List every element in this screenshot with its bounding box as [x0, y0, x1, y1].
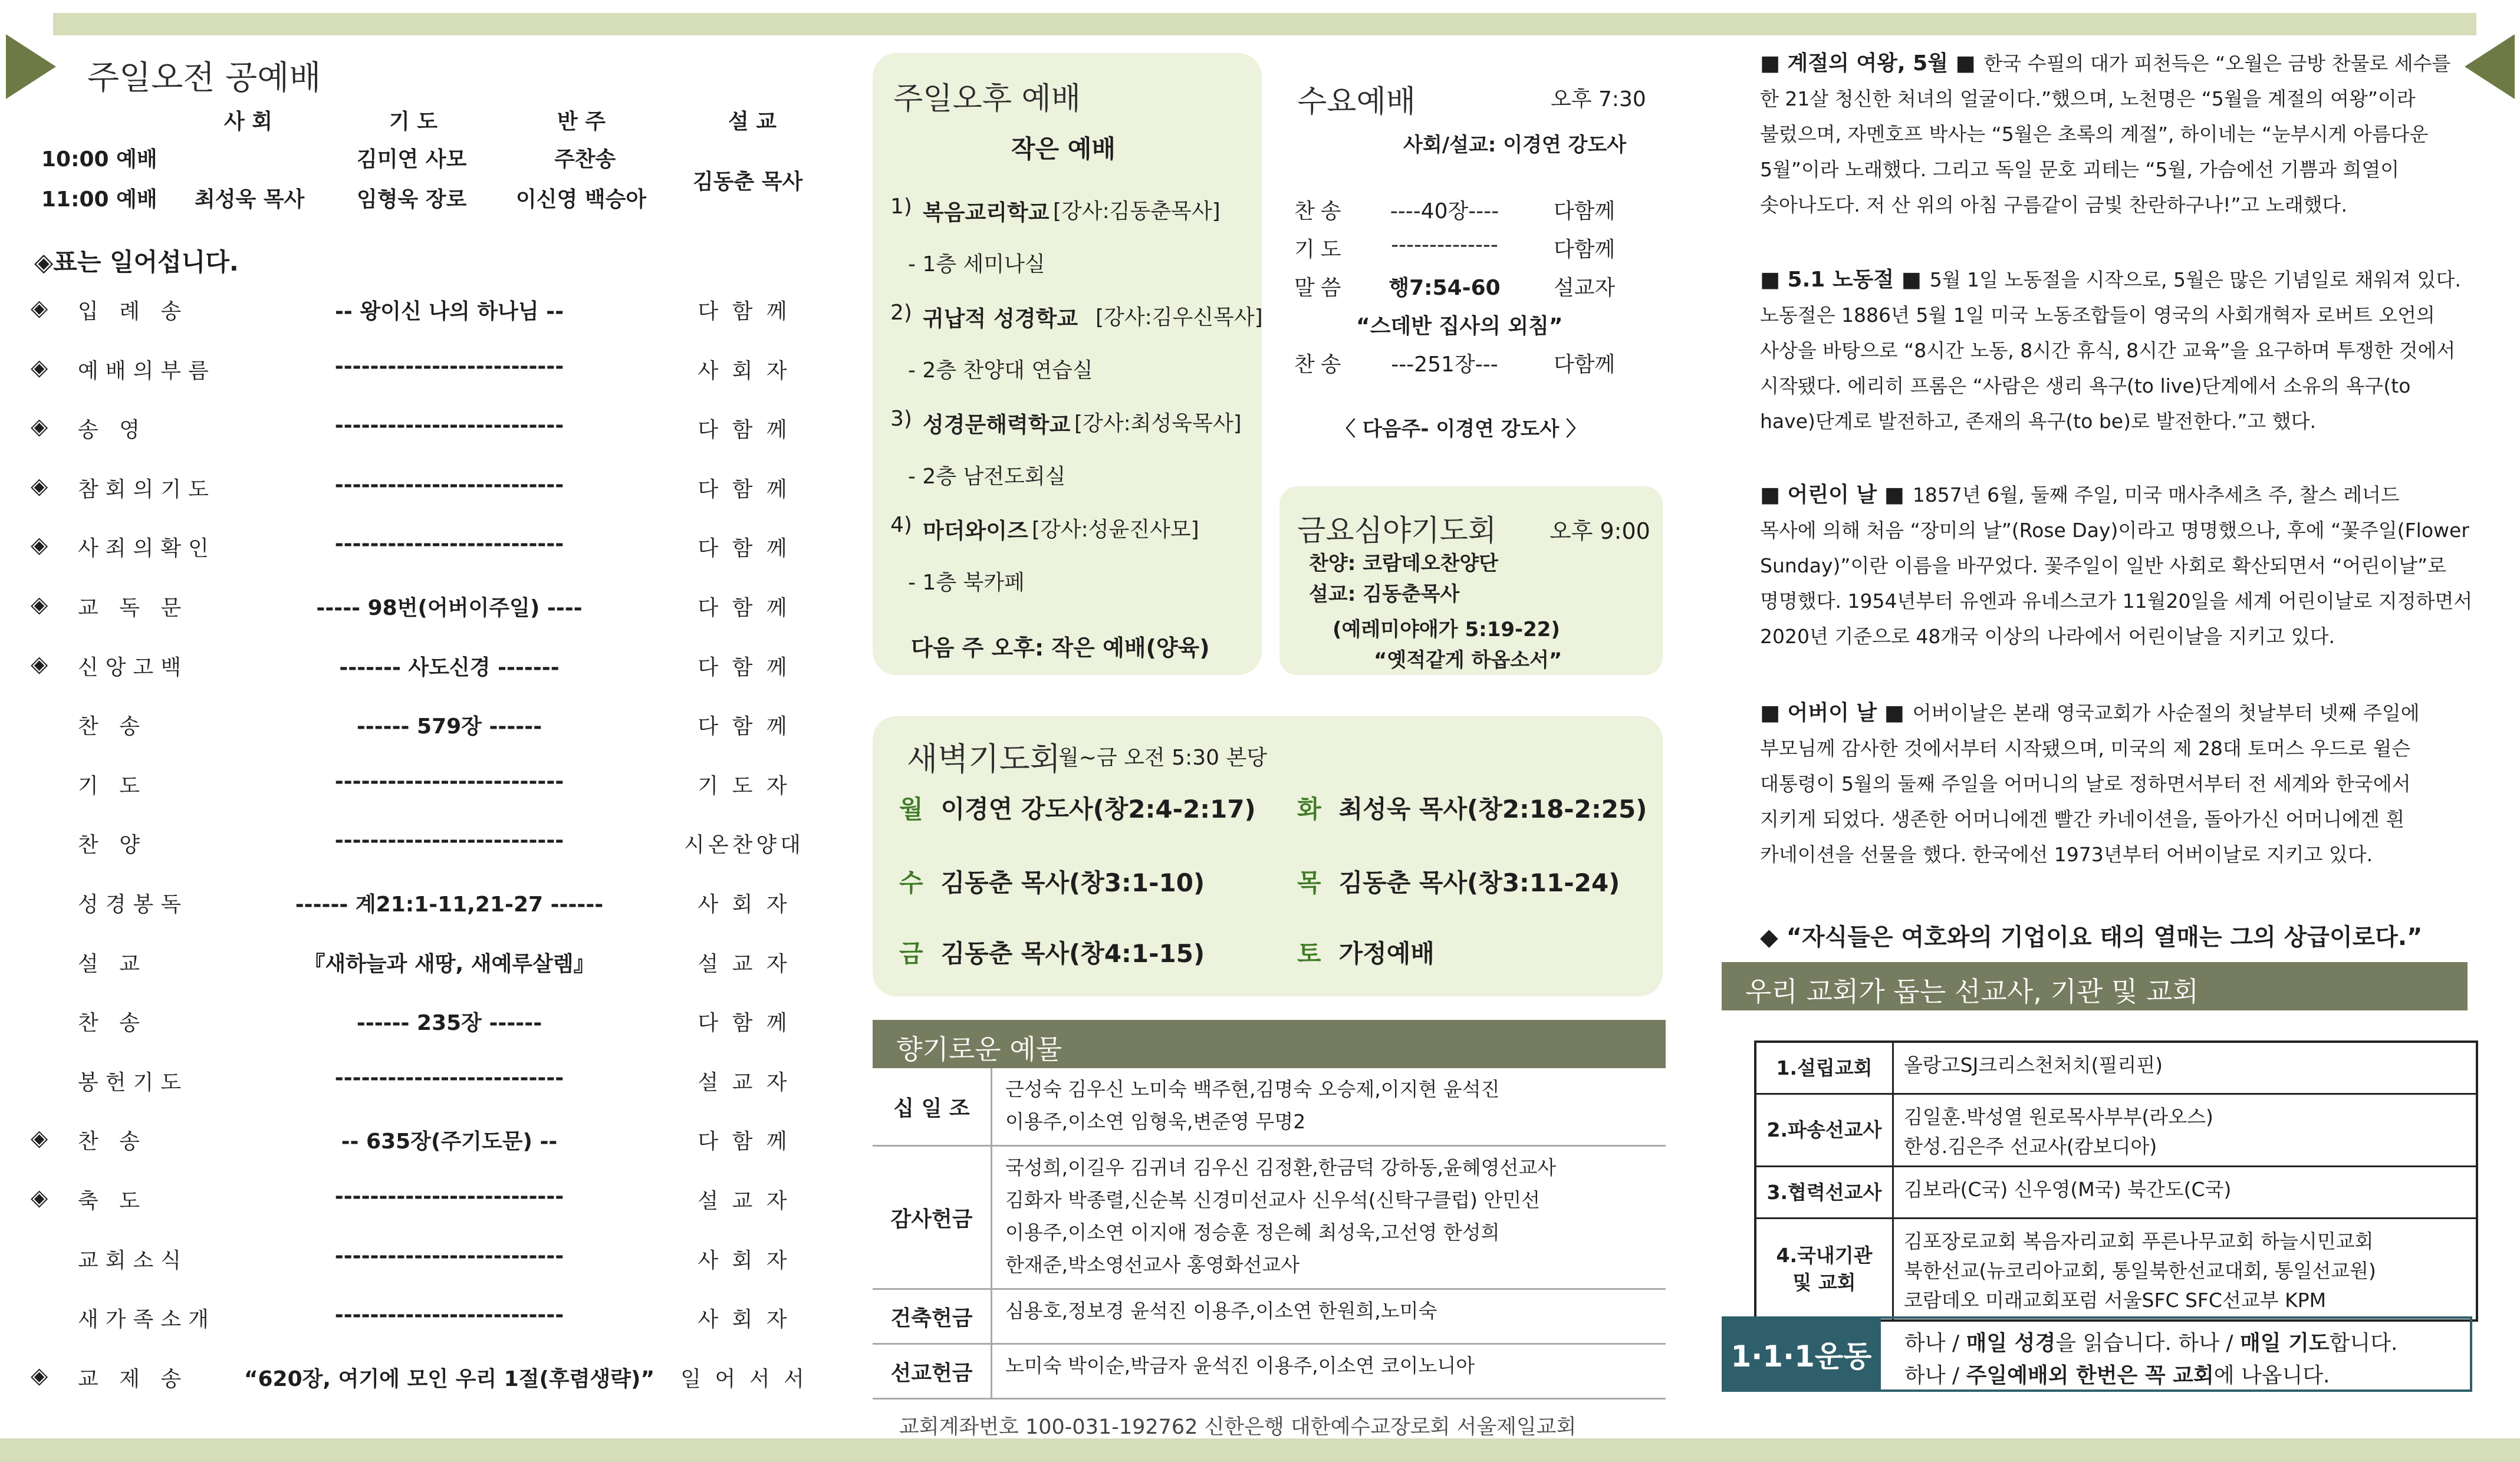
movement-badge — [1722, 1316, 1881, 1392]
dawn-day-text: 최성욱 목사(창2:18-2:25) — [1338, 795, 1647, 824]
item-room: - 2층 찬양대 연습실 — [908, 358, 1093, 383]
wed-row — [1294, 348, 1648, 386]
article-line — [1760, 513, 2473, 548]
friday-line2: 설교: 김동춘목사 — [1309, 582, 1460, 606]
order-content: -------------------------- — [334, 1303, 564, 1328]
order-marker: ◈ — [31, 413, 48, 440]
order-content: ------ 579장 ------ — [356, 714, 542, 739]
afternoon-title: 주일오후 예배 — [893, 81, 1081, 117]
article-line — [1760, 46, 2473, 81]
order-row — [31, 532, 827, 591]
friday-line1: 찬양: 코람데오찬양단 — [1309, 552, 1499, 575]
article-heading: ■ 어버이 날 ■ — [1760, 701, 1904, 725]
worship-order-list — [31, 295, 827, 1421]
order-row — [31, 1303, 827, 1362]
order-content: ------- 사도신경 ------- — [339, 655, 560, 680]
dawn-title: 새벽기도회 — [907, 740, 1061, 778]
mission-line: 김보라(C국) 신우영(M국) 북간도(C국) — [1904, 1178, 2232, 1201]
article-text: 한 21살 청신한 처녀의 얼굴이다.”했으며, 노천명은 “5월을 계절의 여왕”이라 — [1760, 87, 2416, 110]
dawn-sub: 월~금 오전 5:30 본당 — [1058, 746, 1267, 770]
order-name: 교회소식 — [78, 1248, 189, 1273]
order-content: -------------------------- — [334, 1243, 564, 1268]
item-name: 마더와이즈 — [923, 518, 1028, 544]
order-who: 설 교 자 — [698, 1188, 791, 1213]
wed-row — [1294, 233, 1648, 271]
mission-row — [1756, 1167, 2476, 1219]
time-11-label: 11:00 예배 — [41, 187, 157, 212]
order-row — [31, 473, 827, 532]
article-text: 어버이날은 본래 영국교회가 사순절의 첫날부터 넷째 주일에 — [1912, 702, 2420, 725]
article-heading: ■ 계절의 여왕, 5월 ■ — [1760, 51, 1976, 75]
movement-l1c: 을 읽습니다. 하나 / — [2055, 1331, 2240, 1355]
standing-note: ◈표는 일어섭니다. — [34, 248, 239, 276]
order-who: 다 함 께 — [698, 595, 791, 620]
mission-line: 한성.김은주 선교사(캄보디아) — [1904, 1135, 2157, 1158]
wednesday-leader: 사회/설교: 이경연 강도사 — [1403, 133, 1627, 157]
header-saho: 사 회 — [224, 110, 273, 134]
top-border-bar — [53, 13, 2476, 35]
order-row — [31, 1362, 827, 1422]
item-number: 4) — [890, 513, 912, 537]
article-p1 — [1760, 46, 2473, 223]
saho-11: 최성욱 목사 — [195, 187, 305, 212]
order-who: 다 함 께 — [698, 1011, 791, 1036]
order-row — [31, 769, 827, 829]
mission-line: 김포장로교회 복음자리교회 푸른나무교회 하늘시민교회 — [1904, 1230, 2374, 1253]
dawn-day-label: 화 — [1297, 795, 1321, 824]
dawn-day-label: 토 — [1297, 939, 1321, 968]
article-text: 대통령이 5월의 둘째 주일을 어머니의 날로 정하면서부터 전 세계와 한국에서 — [1760, 772, 2411, 795]
wed-row — [1294, 271, 1648, 309]
wednesday-order — [1294, 195, 1648, 386]
item-room: - 1층 북카페 — [908, 571, 1025, 595]
order-name: 새가족소개 — [78, 1308, 216, 1332]
order-who: 사 회 자 — [698, 1308, 791, 1332]
mission-label: 4.국내기관 및 교회 — [1756, 1219, 1894, 1319]
article-p2 — [1760, 262, 2473, 439]
movement-l2c: 에 나옵니다. — [2213, 1364, 2330, 1388]
order-content: -------------------------- — [334, 472, 564, 497]
offering-row — [873, 1068, 1666, 1147]
wed-mid: 행7:54-60 — [1389, 276, 1501, 300]
order-content: -- 635장(주기도문) -- — [341, 1130, 558, 1154]
mission-row — [1756, 1043, 2476, 1095]
order-row — [31, 1184, 827, 1244]
offering-table — [873, 1068, 1666, 1400]
wed-mid: -------------- — [1391, 233, 1498, 257]
dawn-day-text: 가정예배 — [1338, 939, 1435, 968]
order-who: 시온찬양대 — [684, 833, 804, 858]
item-number: 1) — [890, 195, 912, 219]
order-marker: ◈ — [31, 354, 48, 380]
order-name: 예배의부름 — [78, 358, 216, 383]
movement-line2 — [1904, 1359, 2330, 1389]
banju-10: 주찬송 — [554, 147, 616, 172]
order-content: ------ 235장 ------ — [356, 1011, 542, 1036]
wed-mid: ---251장--- — [1391, 353, 1498, 377]
movement-l2b: 주일예배외 한번은 꼭 교회 — [1966, 1364, 2214, 1388]
order-content: -------------------------- — [334, 769, 564, 793]
article-line — [1760, 404, 2473, 439]
order-marker: ◈ — [31, 472, 48, 499]
order-row — [31, 295, 827, 354]
article-text: 솟아나도다. 저 산 위의 아침 구름같이 금빛 찬란하구나!”고 노래했다. — [1760, 193, 2347, 216]
order-content: 『새하늘과 새땅, 새예루살렘』 — [304, 951, 595, 976]
article-line — [1760, 731, 2473, 766]
wed-who: 다함께 — [1554, 238, 1616, 262]
order-row — [31, 828, 827, 888]
movement-l1a: 하나 / — [1904, 1331, 1966, 1355]
article-text: Sunday)”이란 이름을 바꾸었다. 꽃주일이 일반 사회로 확산되면서 “어린이날”로 — [1760, 554, 2447, 577]
article-text: 목사에 의해 처음 “장미의 날”(Rose Day)이라고 명명했으나, 후에 “꽃주일(Flower — [1760, 519, 2469, 542]
order-name: 기 도 — [78, 773, 147, 798]
article-text: 사상을 바탕으로 “8시간 노동, 8시간 휴식, 8시간 교육”을 요구하며 투쟁한 것에서 — [1760, 339, 2456, 362]
order-who: 다 함 께 — [698, 477, 791, 502]
dawn-day-label: 월 — [899, 795, 923, 824]
mission-row — [1756, 1095, 2476, 1167]
order-row — [31, 651, 827, 710]
order-who: 사 회 자 — [698, 1248, 791, 1273]
order-content: “620장, 여기에 모인 우리 1절(후렴생략)” — [244, 1366, 655, 1391]
order-name: 교 제 송 — [78, 1366, 189, 1391]
dawn-day-text: 이경연 강도사(창2:4-2:17) — [940, 795, 1256, 824]
order-name: 찬 송 — [78, 1130, 147, 1154]
order-row — [31, 1244, 827, 1303]
order-who: 다 함 께 — [698, 1130, 791, 1154]
gido-11: 임형욱 장로 — [357, 187, 467, 212]
article-line — [1760, 117, 2473, 152]
gido-10: 김미연 사모 — [357, 147, 467, 172]
article-heading: ■ 5.1 노동절 ■ — [1760, 268, 1922, 292]
article-text: 카네이션을 선물을 했다. 한국에선 1973년부터 어버이날로 지키고 있다. — [1760, 843, 2373, 866]
order-content: -------------------------- — [334, 413, 564, 438]
article-line — [1760, 81, 2473, 117]
movement-badge-text: 1·1·1운동 — [1731, 1339, 1872, 1374]
order-who: 기 도 자 — [698, 773, 791, 798]
dawn-day — [899, 790, 1256, 825]
item-teacher: [강사:성윤진사모] — [1032, 518, 1199, 542]
order-content: ------ 계21:1-11,21-27 ------ — [295, 892, 604, 917]
order-name: 찬 양 — [78, 833, 147, 858]
article-text: 5월”이라 노래했다. 그리고 독일 문호 괴테는 “5월, 가슴에선 기쁨과 희열이 — [1760, 158, 2400, 181]
bottom-border-bar — [0, 1438, 2520, 1462]
item-name: 성경문해력학교 — [923, 412, 1071, 437]
movement-l1e: 합니다. — [2329, 1331, 2398, 1355]
order-name: 설 교 — [78, 951, 147, 976]
article-line — [1760, 802, 2473, 837]
wed-item: 찬송 — [1294, 199, 1347, 223]
order-who: 다 함 께 — [698, 299, 791, 324]
order-row — [31, 354, 827, 414]
wednesday-time: 오후 7:30 — [1551, 87, 1646, 111]
dawn-day-text: 김동춘 목사(창4:1-15) — [940, 939, 1205, 968]
item-teacher: [강사:최성욱목사] — [1074, 411, 1242, 436]
article-text: 1857년 6월, 둘째 주일, 미국 매사추세츠 주, 찰스 레너드 — [1912, 483, 2400, 506]
wed-mid: ----40장---- — [1390, 199, 1499, 223]
dawn-day-label: 수 — [899, 868, 923, 897]
order-row — [31, 413, 827, 473]
offering-label: 감사헌금 — [873, 1147, 992, 1288]
offering-line: 김화자 박종렬,신순복 신경미선교사 신우석(신탁구클럽) 안민선 — [1005, 1188, 1541, 1211]
offering-row — [873, 1290, 1666, 1345]
order-name: 성경봉독 — [78, 892, 189, 917]
item-teacher: [강사:김동춘목사] — [1053, 199, 1220, 223]
header-banju: 반 주 — [557, 110, 606, 134]
order-marker: ◈ — [31, 1184, 48, 1210]
order-name: 봉헌기도 — [78, 1070, 189, 1095]
movement-line1 — [1904, 1326, 2397, 1356]
dawn-day — [899, 864, 1205, 899]
offering-row — [873, 1147, 1666, 1290]
order-who: 설 교 자 — [698, 1070, 791, 1095]
order-marker: ◈ — [31, 650, 48, 677]
friday-line4: “옛적같게 하옵소서” — [1374, 648, 1562, 672]
wed-item: 기도 — [1294, 238, 1347, 262]
afternoon-next: 다음 주 오후: 작은 예배(양육) — [911, 635, 1210, 661]
order-row — [31, 1066, 827, 1125]
article-text: 2020년 기준으로 48개국 이상의 나라에서 어린이날을 지키고 있다. — [1760, 625, 2335, 648]
wednesday-sermon: “스데반 집사의 외침” — [1356, 314, 1563, 338]
offering-label: 십 일 조 — [873, 1068, 992, 1145]
afternoon-list — [890, 195, 1263, 619]
wednesday-title: 수요예배 — [1297, 84, 1416, 120]
article-line — [1760, 152, 2473, 187]
article-text: 지키게 되었다. 생존한 어머니에겐 빨간 카네이션을, 돌아가신 어머니에겐 흰 — [1760, 808, 2405, 831]
order-content: -------------------------- — [334, 1184, 564, 1209]
wed-who: 다함께 — [1554, 353, 1616, 377]
afternoon-item — [890, 301, 1263, 407]
dawn-day-label: 목 — [1297, 868, 1321, 897]
time-10-label: 10:00 예배 — [41, 147, 157, 172]
dawn-day — [899, 934, 1205, 970]
order-name: 교 독 문 — [78, 595, 189, 620]
afternoon-item — [890, 195, 1256, 301]
wed-row — [1294, 195, 1648, 233]
order-marker: ◈ — [31, 1125, 48, 1151]
order-name: 신앙고백 — [78, 655, 189, 680]
scripture-quote: ◆ “자식들은 여호와의 기업이요 태의 열매는 그의 상급이로다.” — [1760, 924, 2423, 951]
order-name: 입 례 송 — [78, 299, 189, 324]
wednesday-next: 〈 다음주- 이경연 강도사 〉 — [1335, 417, 1587, 441]
order-row — [31, 710, 827, 769]
article-line — [1760, 696, 2473, 731]
article-line — [1760, 333, 2473, 368]
movement-l1b: 매일 성경 — [1966, 1331, 2056, 1355]
article-line — [1760, 584, 2473, 619]
order-content: -------------------------- — [334, 1065, 564, 1090]
offering-line: 심용호,정보경 윤석진 이용주,이소연 한원희,노미숙 — [1005, 1299, 1437, 1322]
order-who: 다 함 께 — [698, 655, 791, 680]
article-text: 명명했다. 1954년부터 유엔과 유네스코가 11월20일을 세계 어린이날로 지정하면서 — [1760, 590, 2473, 613]
order-row — [31, 1125, 827, 1184]
article-line — [1760, 187, 2473, 223]
movement-l2a: 하나 / — [1904, 1364, 1966, 1388]
dawn-day — [1297, 790, 1647, 825]
article-text: 5월 1일 노동절을 시작으로, 5월은 많은 기념일로 채워져 있다. — [1929, 268, 2461, 291]
offering-line: 국성희,이길우 김귀녀 김우신 김정환,한금덕 강하동,윤혜영선교사 — [1005, 1156, 1557, 1179]
order-marker: ◈ — [31, 1362, 48, 1388]
item-room: - 2층 남전도회실 — [908, 465, 1066, 489]
dawn-day — [1297, 864, 1620, 899]
article-text: 노동절은 1886년 5월 1일 미국 노동조합들이 영국의 사회개혁자 로버트 오언의 — [1760, 304, 2435, 327]
order-content: -------------------------- — [334, 828, 564, 853]
offering-header — [873, 1020, 1666, 1068]
order-who: 다 함 께 — [698, 714, 791, 739]
order-name: 참회의기도 — [78, 477, 216, 502]
order-who: 다 함 께 — [698, 536, 791, 561]
afternoon-item — [890, 513, 1256, 619]
mission-line: 올랑고SJ크리스천처치(필리핀) — [1904, 1053, 2163, 1076]
mission-label: 3.협력선교사 — [1756, 1167, 1894, 1217]
banju-11: 이신영 백승아 — [516, 187, 647, 212]
offering-row — [873, 1345, 1666, 1400]
offering-line: 이용주,이소연 임형욱,변준영 무명2 — [1005, 1110, 1306, 1133]
mission-label: 1.설립교회 — [1756, 1043, 1894, 1093]
order-who: 일 어 서 서 — [680, 1366, 808, 1391]
article-line — [1760, 619, 2473, 654]
friday-title: 금요심야기도회 — [1297, 513, 1497, 548]
order-row — [31, 1006, 827, 1066]
order-name: 사죄의확인 — [78, 536, 216, 561]
item-number: 2) — [890, 301, 912, 325]
account-info: 교회계좌번호 100-031-192762 신한은행 대한예수교장로회 서울제일교회 — [899, 1415, 1577, 1439]
mission-label: 2.파송선교사 — [1756, 1095, 1894, 1165]
offering-label: 선교헌금 — [873, 1345, 992, 1398]
item-teacher: [강사:김우신목사] — [1095, 305, 1263, 330]
article-heading: ■ 어린이 날 ■ — [1760, 483, 1904, 507]
article-text: 시작됐다. 에리히 프롬은 “사람은 생리 욕구(to live)단계에서 소유의 욕구(to — [1760, 374, 2411, 397]
order-who: 사 회 자 — [698, 358, 791, 383]
item-number: 3) — [890, 407, 912, 431]
order-content: -------------------------- — [334, 532, 564, 557]
item-name: 귀납적 성경학교 — [923, 306, 1078, 331]
offering-line: 노미숙 박이순,박금자 윤석진 이용주,이소연 코이노니아 — [1005, 1354, 1475, 1377]
order-name: 찬 송 — [78, 1011, 147, 1036]
order-name: 송 영 — [78, 418, 147, 443]
order-row — [31, 888, 827, 947]
dawn-day — [1297, 934, 1435, 970]
dawn-day-label: 금 — [899, 939, 923, 968]
mission-line: 북한선교(뉴코리아교회, 통일북한선교대회, 통일선교원) — [1904, 1259, 2376, 1282]
order-name: 축 도 — [78, 1188, 147, 1213]
item-name: 복음교리학교 — [923, 200, 1050, 225]
order-content: ----- 98번(어버이주일) ---- — [316, 595, 583, 620]
order-name: 찬 송 — [78, 714, 147, 739]
article-line — [1760, 837, 2473, 872]
order-row — [31, 947, 827, 1007]
wed-item: 말씀 — [1294, 276, 1347, 300]
article-text: 부모님께 감사한 것에서부터 시작됐으며, 미국의 제 28대 토머스 우드로 윌슨 — [1760, 737, 2411, 760]
mission-title: 우리 교회가 돕는 선교사, 기관 및 교회 — [1745, 976, 2199, 1007]
article-line — [1760, 298, 2473, 333]
mission-line: 김일훈.박성열 원로목사부부(라오스) — [1904, 1105, 2213, 1128]
friday-time: 오후 9:00 — [1549, 518, 1650, 544]
article-text: 불렀으며, 자멘호프 박사는 “5월은 초록의 계절”, 하이네는 “눈부시게 아름다운 — [1760, 123, 2429, 146]
order-who: 사 회 자 — [698, 892, 791, 917]
wed-who: 다함께 — [1554, 199, 1616, 223]
mission-line: 코람데오 미래교회포럼 서울SFC SFC선교부 KPM — [1904, 1289, 2327, 1312]
offering-line: 한재준,박소영선교사 홍영화선교사 — [1005, 1253, 1300, 1276]
order-marker: ◈ — [31, 591, 48, 617]
item-room: - 1층 세미나실 — [908, 252, 1045, 276]
order-marker: ◈ — [31, 532, 48, 558]
article-line — [1760, 262, 2473, 298]
mission-header — [1722, 962, 2468, 1010]
article-p3 — [1760, 478, 2473, 654]
article-line — [1760, 478, 2473, 513]
movement-l1d: 매일 기도 — [2240, 1331, 2330, 1355]
article-line — [1760, 368, 2473, 404]
wed-item: 찬송 — [1294, 353, 1347, 377]
header-gido: 기 도 — [389, 110, 438, 134]
article-line — [1760, 766, 2473, 802]
article-line — [1760, 548, 2473, 584]
offering-title: 향기로운 예물 — [896, 1033, 1062, 1065]
order-row — [31, 591, 827, 651]
dawn-day-text: 김동춘 목사(창3:11-24) — [1338, 868, 1620, 897]
offering-line: 이용주,이소연 이지애 정승훈 정은혜 최성욱,고선영 한성희 — [1005, 1221, 1500, 1244]
afternoon-item — [890, 407, 1256, 513]
corner-triangle-left — [6, 34, 56, 99]
afternoon-sub: 작은 예배 — [1011, 134, 1116, 163]
article-text: 한국 수필의 대가 피천득은 “오월은 금방 찬물로 세수를 — [1983, 52, 2451, 75]
morning-service-title: 주일오전 공예배 — [87, 59, 321, 97]
mission-row — [1756, 1219, 2476, 1319]
offering-label: 건축헌금 — [873, 1290, 992, 1343]
friday-line3: (예레미야애가 5:19-22) — [1333, 618, 1560, 641]
order-content: -- 왕이신 나의 하나님 -- — [334, 299, 564, 324]
order-who: 다 함 께 — [698, 418, 791, 443]
wed-who: 설교자 — [1554, 276, 1616, 300]
mission-table — [1754, 1040, 2478, 1322]
header-seolgyo: 설 교 — [728, 110, 777, 134]
article-text: have)단계로 발전하고, 존재의 욕구(to be)로 발전한다.”고 했다. — [1760, 410, 2317, 433]
order-content: -------------------------- — [334, 354, 564, 378]
article-p4 — [1760, 696, 2473, 872]
order-who: 설 교 자 — [698, 951, 791, 976]
preacher: 김동춘 목사 — [693, 170, 803, 194]
offering-line: 근성숙 김우신 노미숙 백주현,김명숙 오승제,이지현 윤석진 — [1005, 1078, 1500, 1101]
order-marker: ◈ — [31, 295, 48, 321]
dawn-day-text: 김동춘 목사(창3:1-10) — [940, 868, 1205, 897]
